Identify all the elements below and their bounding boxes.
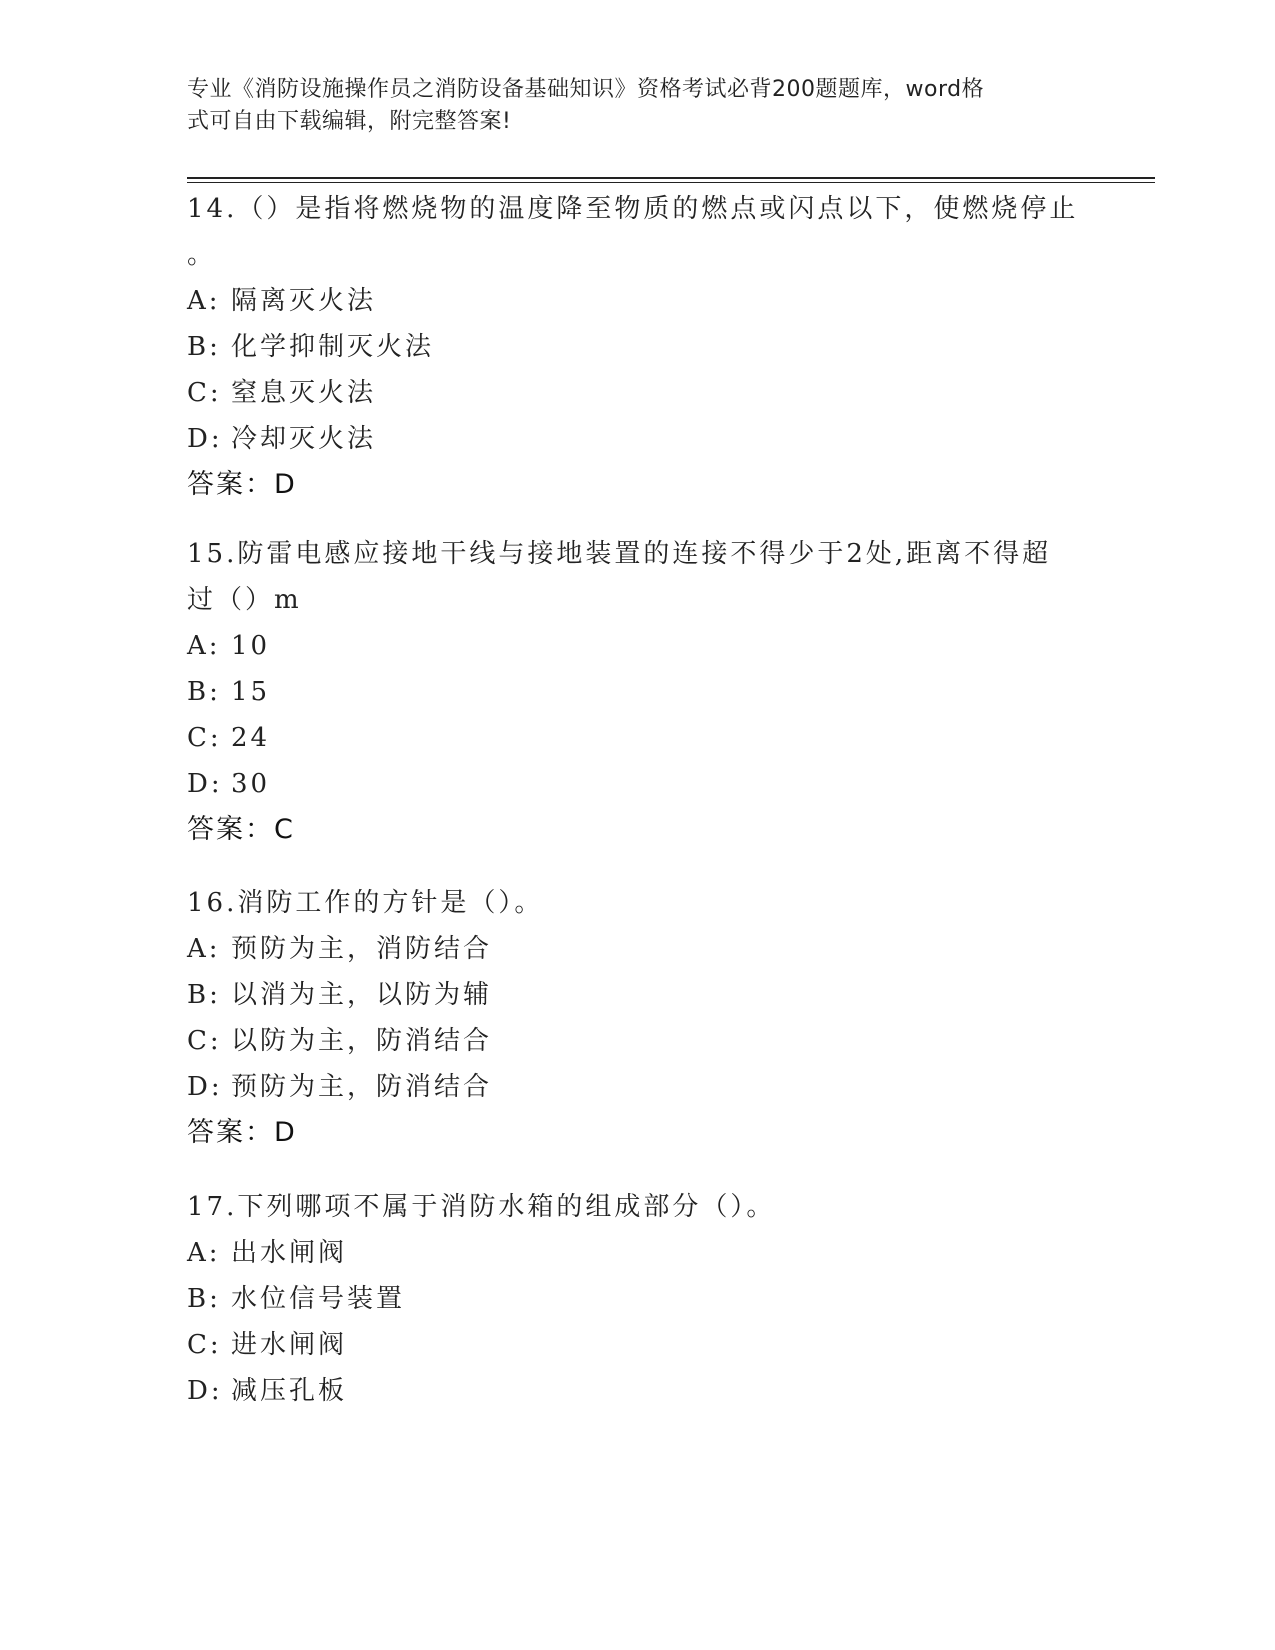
option-a (187, 623, 1087, 669)
option-text: 以消为主，以防为辅 (231, 980, 493, 1010)
option-b (187, 972, 1087, 1018)
option-key: A: (187, 286, 221, 316)
option-key: B: (187, 980, 221, 1010)
option-key: C: (187, 1026, 222, 1056)
option-d (187, 1368, 1087, 1414)
option-d (187, 416, 1087, 462)
document-header (187, 74, 1067, 138)
option-text: 冷却灭火法 (231, 424, 377, 454)
option-c (187, 1322, 1087, 1368)
option-key: A: (187, 934, 221, 964)
option-a (187, 1230, 1087, 1276)
option-d (187, 1064, 1087, 1110)
option-c (187, 715, 1087, 761)
option-text: 减压孔板 (231, 1376, 348, 1406)
option-text: 水位信号装置 (231, 1284, 406, 1314)
option-key: A: (187, 631, 221, 661)
option-text: 以防为主，防消结合 (231, 1026, 493, 1056)
header-divider-thick (187, 177, 1155, 179)
option-key: B: (187, 677, 221, 707)
option-key: D: (187, 1072, 223, 1102)
question-stem-line-2: 。 (187, 240, 217, 270)
option-key: D: (187, 769, 223, 799)
question-stem-line-1: 14.（）是指将燃烧物的温度降至物质的燃点或闪点以下，使燃烧停止 (187, 194, 1079, 224)
question-16 (187, 880, 1087, 1156)
question-stem-line-2: 过（）m (187, 585, 302, 615)
question-stem-line-1: 16.消防工作的方针是（）。 (187, 888, 544, 918)
option-text: 30 (231, 769, 271, 799)
answer-line: 答案：C (187, 814, 295, 845)
option-d (187, 761, 1087, 807)
header-divider-thin (187, 182, 1155, 183)
question-stem-line-1: 17.下列哪项不属于消防水箱的组成部分（）。 (187, 1192, 776, 1222)
option-text: 15 (231, 677, 271, 707)
option-key: C: (187, 1330, 222, 1360)
option-text: 进水闸阀 (231, 1330, 348, 1360)
option-b (187, 324, 1087, 370)
question-stem-line-1: 15.防雷电感应接地干线与接地装置的连接不得少于2处,距离不得超 (187, 539, 1052, 569)
option-text: 窒息灭火法 (231, 378, 377, 408)
option-key: B: (187, 1284, 221, 1314)
header-line-1: 专业《消防设施操作员之消防设备基础知识》资格考试必背200题题库，word格 (187, 77, 985, 102)
option-text: 隔离灭火法 (231, 286, 377, 316)
header-line-2: 式可自由下载编辑，附完整答案! (187, 109, 512, 134)
option-key: B: (187, 332, 221, 362)
option-key: A: (187, 1238, 221, 1268)
option-c (187, 1018, 1087, 1064)
option-text: 预防为主，消防结合 (231, 934, 493, 964)
option-text: 10 (231, 631, 271, 661)
option-text: 24 (231, 723, 271, 753)
option-c (187, 370, 1087, 416)
option-a (187, 278, 1087, 324)
option-key: C: (187, 378, 222, 408)
option-a (187, 926, 1087, 972)
answer-line: 答案：D (187, 469, 297, 500)
option-key: C: (187, 723, 222, 753)
option-text: 出水闸阀 (231, 1238, 348, 1268)
option-key: D: (187, 1376, 223, 1406)
answer-line: 答案：D (187, 1117, 297, 1148)
question-15 (187, 531, 1087, 853)
option-b (187, 669, 1087, 715)
option-text: 预防为主，防消结合 (231, 1072, 493, 1102)
option-b (187, 1276, 1087, 1322)
question-14 (187, 186, 1087, 508)
question-17 (187, 1184, 1087, 1414)
option-text: 化学抑制灭火法 (231, 332, 435, 362)
option-key: D: (187, 424, 223, 454)
